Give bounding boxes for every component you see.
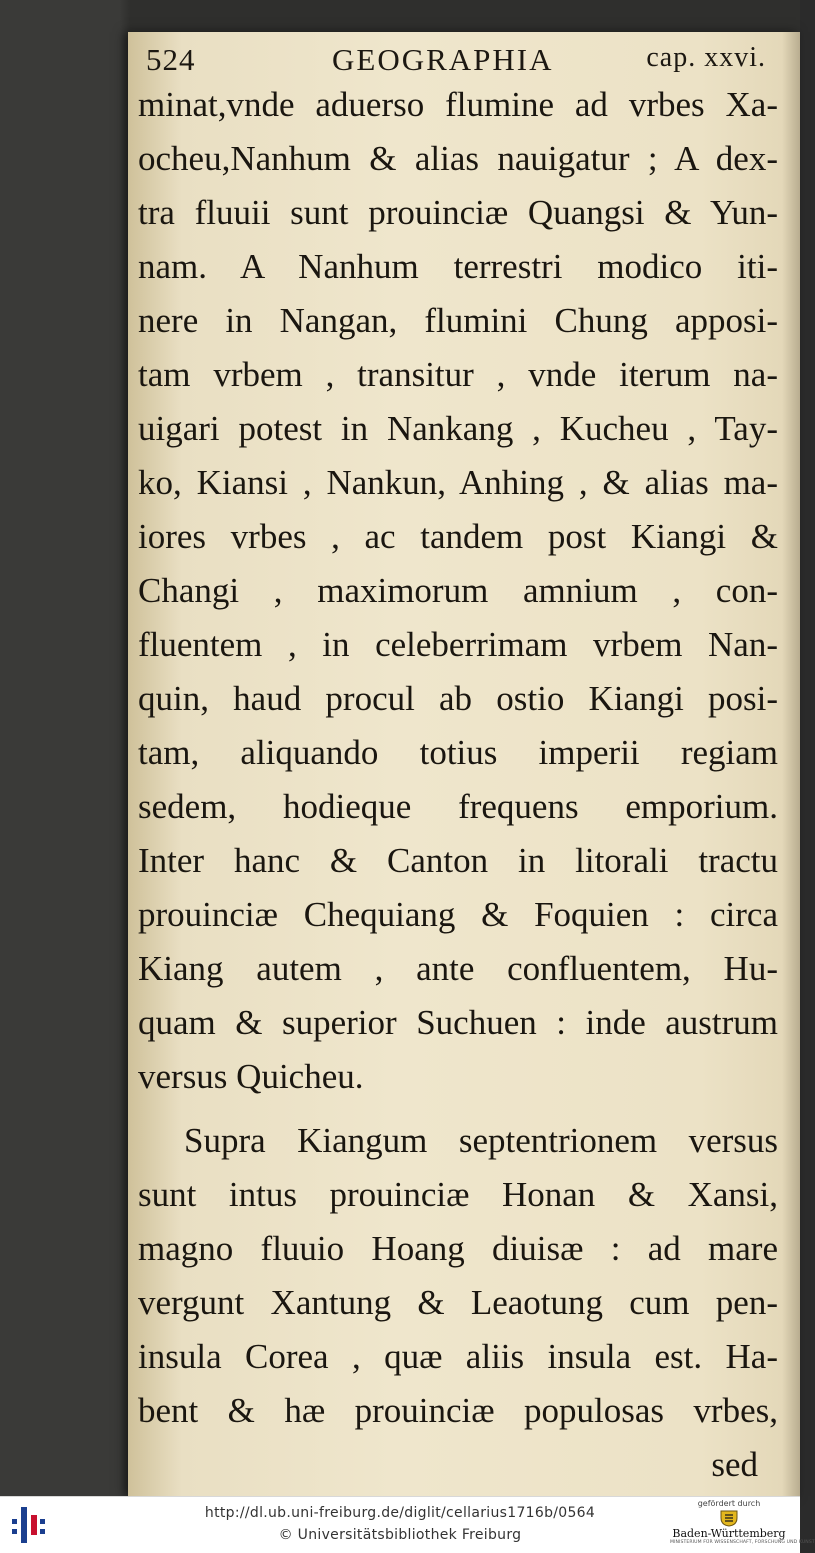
text-line: fluentem , in celeberrimam vrbem Nan- — [138, 625, 778, 664]
text-line: minat,vnde aduerso flumine ad vrbes Xa- — [138, 85, 778, 124]
sponsor-intro: gefördert durch — [697, 1499, 761, 1508]
sponsor-name: Baden-Württemberg — [672, 1527, 786, 1540]
text-line: magno fluuio Hoang diuisæ : ad mare — [138, 1229, 778, 1268]
text-line: uigari potest in Nankang , Kucheu , Tay- — [138, 409, 778, 448]
catchword: sed — [711, 1445, 758, 1484]
text-line: nam. A Nanhum terrestri modico iti- — [138, 247, 778, 286]
text-line: tam, aliquando totius imperii regiam — [138, 733, 778, 772]
page-number: 524 — [146, 42, 196, 77]
chapter-label: cap. xxvi. — [646, 42, 766, 73]
text-line: quam & superior Suchuen : inde austrum — [138, 1003, 778, 1042]
text-line: Kiang autem , ante confluentem, Hu- — [138, 949, 778, 988]
sponsor-ministry: MINISTERIUM FÜR WISSENSCHAFT, FORSCHUNG UND KUNST — [670, 1540, 815, 1545]
viewer-footer — [0, 1496, 815, 1553]
text-line: bent & hæ prouinciæ populosas vrbes, — [138, 1391, 778, 1430]
sponsor-block — [670, 1499, 815, 1551]
text-line: tam vrbem , transitur , vnde iterum na- — [138, 355, 778, 394]
text-line: vergunt Xantung & Leaotung cum pen- — [138, 1283, 778, 1322]
text-line: prouinciæ Chequiang & Foquien : circa — [138, 895, 778, 934]
text-line: insula Corea , quæ aliis insula est. Ha- — [138, 1337, 778, 1376]
text-line: ocheu,Nanhum & alias nauigatur ; A dex- — [138, 139, 778, 178]
text-line: iores vrbes , ac tandem post Kiangi & — [138, 517, 778, 556]
state-crest-icon — [718, 1509, 740, 1527]
running-title: GEOGRAPHIA — [332, 42, 554, 77]
source-url-link[interactable]: http://dl.ub.uni-freiburg.de/diglit/cellarius1716b/0564 — [204, 1505, 596, 1521]
text-line: quin, haud procul ab ostio Kiangi posi- — [138, 679, 778, 718]
text-line: ko, Kiansi , Nankun, Anhing , & alias ma- — [138, 463, 778, 502]
paragraph-gap — [138, 1104, 778, 1114]
text-line: tra fluuii sunt prouinciæ Quangsi & Yun- — [138, 193, 778, 232]
text-line: sunt intus prouinciæ Honan & Xansi, — [138, 1175, 778, 1214]
text-line: sedem, hodieque frequens emporium. — [138, 787, 778, 826]
copyright-text: © Universitätsbibliothek Freiburg — [278, 1527, 522, 1543]
text-line: versus Quicheu. — [138, 1057, 364, 1096]
text-line: Changi , maximorum amnium , con- — [138, 571, 778, 610]
page-text — [138, 78, 778, 1492]
page-header — [146, 42, 766, 82]
text-line: nere in Nangan, flumini Chung apposi- — [138, 301, 778, 340]
text-line: Supra Kiangum septentrionem versus — [184, 1121, 778, 1160]
text-line: Inter hanc & Canton in litorali tractu — [138, 841, 778, 880]
